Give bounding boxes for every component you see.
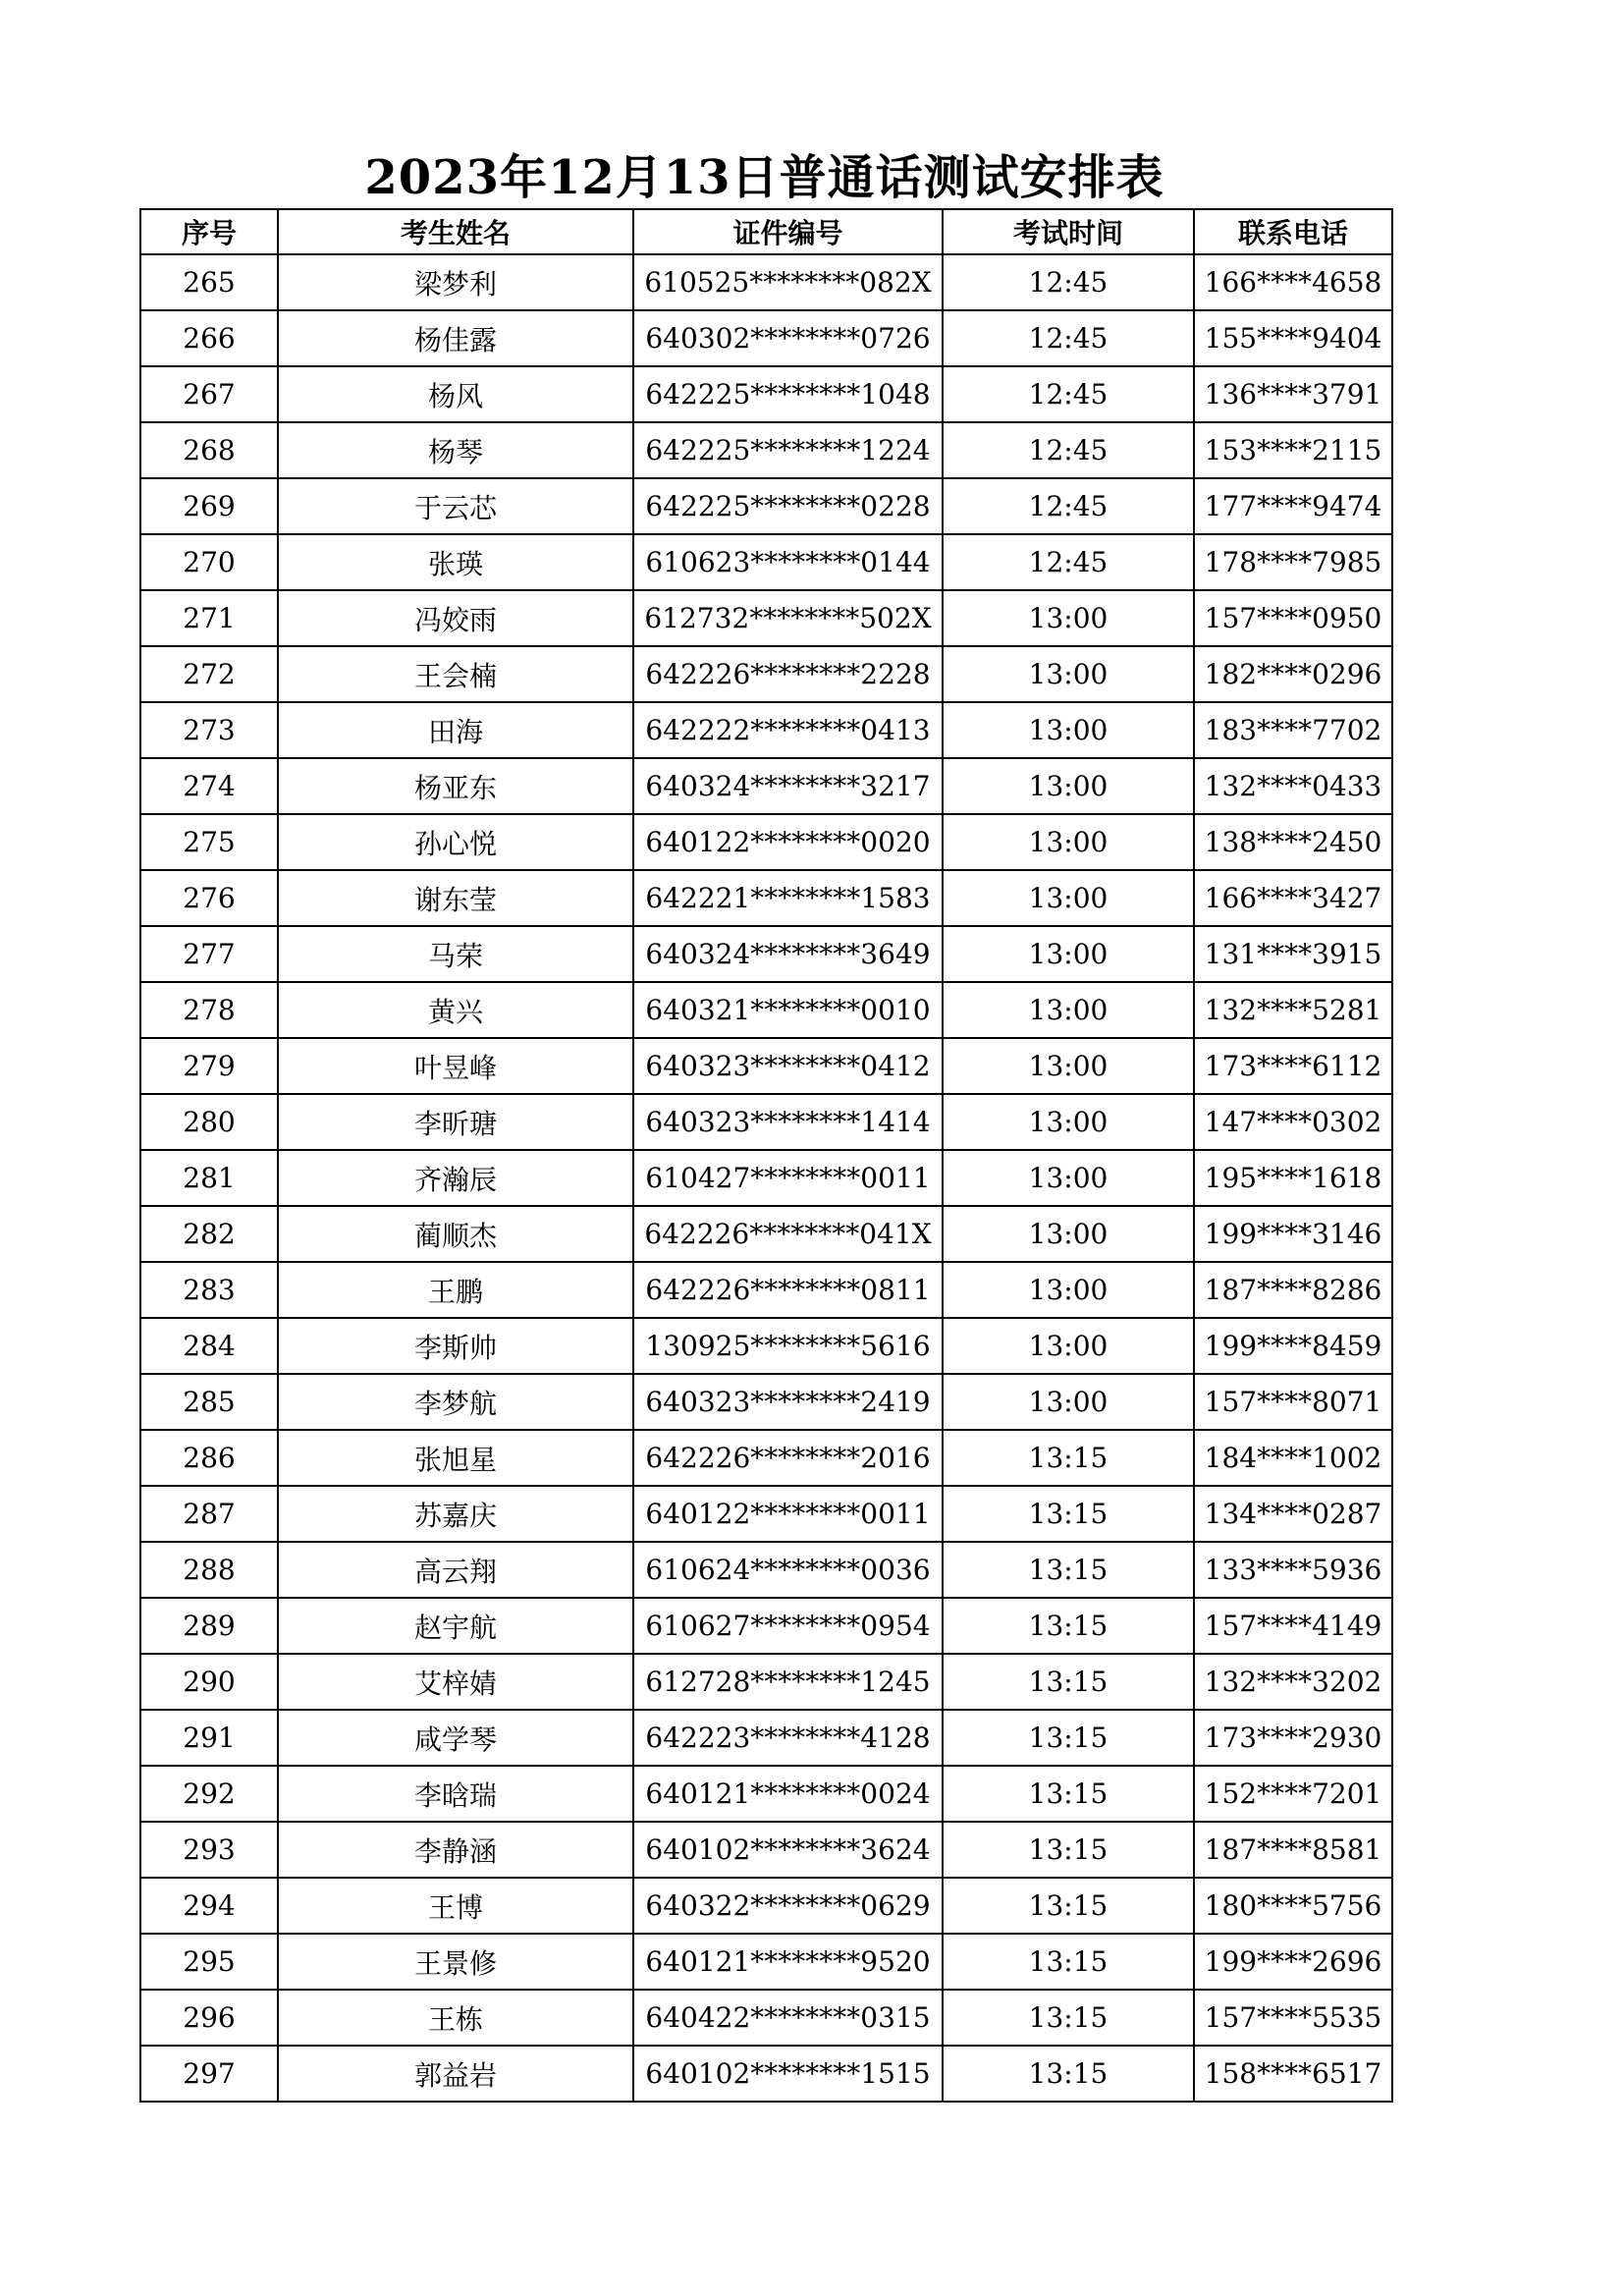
cell-phone: 138****2450 <box>1194 814 1392 870</box>
cell-id: 640122********0020 <box>633 814 943 870</box>
cell-id: 610427********0011 <box>633 1150 943 1206</box>
table-row <box>140 1934 1392 1990</box>
cell-name: 王会楠 <box>278 646 633 702</box>
table-row <box>140 1598 1392 1654</box>
cell-name: 杨佳露 <box>278 310 633 366</box>
cell-id: 642221********1583 <box>633 870 943 926</box>
table-row <box>140 646 1392 702</box>
cell-name: 赵宇航 <box>278 1598 633 1654</box>
cell-name: 李斯帅 <box>278 1318 633 1374</box>
cell-name: 马荣 <box>278 926 633 982</box>
cell-no: 276 <box>140 870 278 926</box>
cell-time: 13:00 <box>943 1262 1194 1318</box>
cell-time: 13:00 <box>943 1206 1194 1262</box>
table-row <box>140 1710 1392 1766</box>
cell-no: 287 <box>140 1486 278 1542</box>
table-row <box>140 1990 1392 2046</box>
cell-id: 642225********1224 <box>633 422 943 478</box>
cell-time: 13:00 <box>943 758 1194 814</box>
cell-no: 295 <box>140 1934 278 1990</box>
table-row <box>140 366 1392 422</box>
cell-name: 艾梓婧 <box>278 1654 633 1710</box>
cell-phone: 157****4149 <box>1194 1598 1392 1654</box>
cell-time: 13:15 <box>943 1934 1194 1990</box>
table-row <box>140 870 1392 926</box>
cell-time: 13:15 <box>943 1990 1194 2046</box>
table-row <box>140 310 1392 366</box>
table-row <box>140 926 1392 982</box>
cell-no: 279 <box>140 1038 278 1094</box>
cell-name: 谢东莹 <box>278 870 633 926</box>
table-row <box>140 1766 1392 1822</box>
cell-time: 13:00 <box>943 1318 1194 1374</box>
cell-id: 640323********0412 <box>633 1038 943 1094</box>
cell-name: 冯姣雨 <box>278 590 633 646</box>
cell-id: 640121********0024 <box>633 1766 943 1822</box>
cell-name: 田海 <box>278 702 633 758</box>
cell-time: 13:00 <box>943 1374 1194 1430</box>
cell-no: 293 <box>140 1822 278 1878</box>
cell-name: 王鹏 <box>278 1262 633 1318</box>
cell-phone: 132****3202 <box>1194 1654 1392 1710</box>
cell-time: 13:15 <box>943 2046 1194 2102</box>
cell-id: 640324********3217 <box>633 758 943 814</box>
cell-name: 王栋 <box>278 1990 633 2046</box>
cell-phone: 166****4658 <box>1194 254 1392 310</box>
cell-phone: 195****1618 <box>1194 1150 1392 1206</box>
cell-no: 270 <box>140 534 278 590</box>
cell-phone: 136****3791 <box>1194 366 1392 422</box>
cell-phone: 157****5535 <box>1194 1990 1392 2046</box>
cell-no: 265 <box>140 254 278 310</box>
cell-no: 286 <box>140 1430 278 1486</box>
cell-id: 640302********0726 <box>633 310 943 366</box>
table-row <box>140 1038 1392 1094</box>
cell-id: 640321********0010 <box>633 982 943 1038</box>
cell-time: 13:15 <box>943 1766 1194 1822</box>
table-row <box>140 1654 1392 1710</box>
cell-name: 杨亚东 <box>278 758 633 814</box>
cell-name: 孙心悦 <box>278 814 633 870</box>
cell-phone: 157****0950 <box>1194 590 1392 646</box>
cell-id: 642226********041X <box>633 1206 943 1262</box>
cell-time: 13:15 <box>943 1654 1194 1710</box>
cell-phone: 187****8581 <box>1194 1822 1392 1878</box>
cell-id: 640102********1515 <box>633 2046 943 2102</box>
table-row <box>140 1150 1392 1206</box>
cell-phone: 184****1002 <box>1194 1430 1392 1486</box>
cell-no: 272 <box>140 646 278 702</box>
cell-phone: 133****5936 <box>1194 1542 1392 1598</box>
cell-id: 640322********0629 <box>633 1878 943 1934</box>
cell-time: 13:15 <box>943 1542 1194 1598</box>
cell-phone: 173****2930 <box>1194 1710 1392 1766</box>
cell-no: 285 <box>140 1374 278 1430</box>
cell-name: 高云翔 <box>278 1542 633 1598</box>
cell-phone: 152****7201 <box>1194 1766 1392 1822</box>
cell-no: 275 <box>140 814 278 870</box>
cell-time: 13:00 <box>943 982 1194 1038</box>
cell-id: 610624********0036 <box>633 1542 943 1598</box>
table-row <box>140 1094 1392 1150</box>
cell-no: 268 <box>140 422 278 478</box>
cell-time: 12:45 <box>943 310 1194 366</box>
cell-id: 640102********3624 <box>633 1822 943 1878</box>
table-row <box>140 982 1392 1038</box>
cell-name: 王景修 <box>278 1934 633 1990</box>
table-row <box>140 1486 1392 1542</box>
cell-no: 266 <box>140 310 278 366</box>
cell-id: 642226********0811 <box>633 1262 943 1318</box>
cell-name: 黄兴 <box>278 982 633 1038</box>
cell-id: 642225********1048 <box>633 366 943 422</box>
cell-phone: 132****5281 <box>1194 982 1392 1038</box>
cell-id: 640323********1414 <box>633 1094 943 1150</box>
cell-time: 13:15 <box>943 1598 1194 1654</box>
table-row <box>140 590 1392 646</box>
cell-id: 642226********2228 <box>633 646 943 702</box>
cell-no: 269 <box>140 478 278 534</box>
table-row <box>140 1822 1392 1878</box>
cell-phone: 147****0302 <box>1194 1094 1392 1150</box>
cell-no: 282 <box>140 1206 278 1262</box>
table-row <box>140 422 1392 478</box>
cell-id: 640121********9520 <box>633 1934 943 1990</box>
table-row <box>140 1318 1392 1374</box>
cell-no: 267 <box>140 366 278 422</box>
cell-name: 杨琴 <box>278 422 633 478</box>
cell-no: 289 <box>140 1598 278 1654</box>
column-header-phone: 联系电话 <box>1194 209 1392 254</box>
cell-name: 齐瀚辰 <box>278 1150 633 1206</box>
cell-phone: 155****9404 <box>1194 310 1392 366</box>
cell-id: 642226********2016 <box>633 1430 943 1486</box>
cell-time: 13:15 <box>943 1878 1194 1934</box>
cell-id: 640323********2419 <box>633 1374 943 1430</box>
cell-phone: 178****7985 <box>1194 534 1392 590</box>
cell-no: 284 <box>140 1318 278 1374</box>
page-title: 2023年12月13日普通话测试安排表 <box>364 150 1164 205</box>
cell-phone: 199****8459 <box>1194 1318 1392 1374</box>
table-row <box>140 2046 1392 2102</box>
cell-no: 294 <box>140 1878 278 1934</box>
table-row <box>140 758 1392 814</box>
table-row <box>140 1262 1392 1318</box>
column-header-no: 序号 <box>140 209 278 254</box>
cell-phone: 199****3146 <box>1194 1206 1392 1262</box>
column-header-name: 考生姓名 <box>278 209 633 254</box>
cell-no: 292 <box>140 1766 278 1822</box>
cell-time: 13:00 <box>943 814 1194 870</box>
cell-time: 13:00 <box>943 590 1194 646</box>
table-row <box>140 1206 1392 1262</box>
cell-time: 13:15 <box>943 1822 1194 1878</box>
cell-no: 296 <box>140 1990 278 2046</box>
cell-name: 郭益岩 <box>278 2046 633 2102</box>
table-row <box>140 702 1392 758</box>
cell-phone: 131****3915 <box>1194 926 1392 982</box>
cell-time: 13:15 <box>943 1430 1194 1486</box>
cell-phone: 158****6517 <box>1194 2046 1392 2102</box>
cell-time: 13:15 <box>943 1710 1194 1766</box>
cell-id: 610525********082X <box>633 254 943 310</box>
cell-phone: 183****7702 <box>1194 702 1392 758</box>
cell-id: 612732********502X <box>633 590 943 646</box>
cell-id: 640324********3649 <box>633 926 943 982</box>
cell-id: 640122********0011 <box>633 1486 943 1542</box>
cell-phone: 157****8071 <box>1194 1374 1392 1430</box>
cell-name: 于云芯 <box>278 478 633 534</box>
cell-phone: 134****0287 <box>1194 1486 1392 1542</box>
cell-phone: 199****2696 <box>1194 1934 1392 1990</box>
cell-time: 13:00 <box>943 646 1194 702</box>
cell-phone: 132****0433 <box>1194 758 1392 814</box>
cell-name: 杨风 <box>278 366 633 422</box>
cell-name: 李静涵 <box>278 1822 633 1878</box>
cell-no: 280 <box>140 1094 278 1150</box>
cell-name: 叶昱峰 <box>278 1038 633 1094</box>
cell-id: 642222********0413 <box>633 702 943 758</box>
cell-phone: 177****9474 <box>1194 478 1392 534</box>
cell-phone: 187****8286 <box>1194 1262 1392 1318</box>
cell-phone: 182****0296 <box>1194 646 1392 702</box>
cell-name: 李晗瑞 <box>278 1766 633 1822</box>
column-header-time: 考试时间 <box>943 209 1194 254</box>
cell-time: 13:00 <box>943 1094 1194 1150</box>
cell-no: 283 <box>140 1262 278 1318</box>
cell-time: 12:45 <box>943 366 1194 422</box>
table-row <box>140 1878 1392 1934</box>
cell-time: 13:15 <box>943 1486 1194 1542</box>
table-row <box>140 478 1392 534</box>
schedule-table <box>139 208 1393 2103</box>
cell-time: 12:45 <box>943 534 1194 590</box>
cell-no: 297 <box>140 2046 278 2102</box>
table-row <box>140 814 1392 870</box>
cell-phone: 153****2115 <box>1194 422 1392 478</box>
cell-time: 12:45 <box>943 422 1194 478</box>
cell-name: 蔺顺杰 <box>278 1206 633 1262</box>
column-header-id: 证件编号 <box>633 209 943 254</box>
cell-time: 12:45 <box>943 478 1194 534</box>
cell-phone: 173****6112 <box>1194 1038 1392 1094</box>
table-row <box>140 1374 1392 1430</box>
table-body <box>140 254 1392 2102</box>
cell-no: 271 <box>140 590 278 646</box>
cell-name: 李梦航 <box>278 1374 633 1430</box>
cell-id: 642223********4128 <box>633 1710 943 1766</box>
cell-time: 13:00 <box>943 1038 1194 1094</box>
cell-name: 咸学琴 <box>278 1710 633 1766</box>
cell-time: 13:00 <box>943 870 1194 926</box>
cell-id: 610627********0954 <box>633 1598 943 1654</box>
cell-id: 640422********0315 <box>633 1990 943 2046</box>
cell-name: 张瑛 <box>278 534 633 590</box>
cell-time: 13:00 <box>943 926 1194 982</box>
cell-name: 梁梦利 <box>278 254 633 310</box>
cell-name: 张旭星 <box>278 1430 633 1486</box>
cell-name: 苏嘉庆 <box>278 1486 633 1542</box>
cell-no: 273 <box>140 702 278 758</box>
cell-id: 130925********5616 <box>633 1318 943 1374</box>
cell-no: 288 <box>140 1542 278 1598</box>
cell-id: 612728********1245 <box>633 1654 943 1710</box>
table-row <box>140 1430 1392 1486</box>
table-header-row <box>140 209 1392 254</box>
cell-phone: 180****5756 <box>1194 1878 1392 1934</box>
cell-no: 278 <box>140 982 278 1038</box>
cell-no: 274 <box>140 758 278 814</box>
cell-no: 290 <box>140 1654 278 1710</box>
cell-time: 13:00 <box>943 1150 1194 1206</box>
cell-time: 13:00 <box>943 702 1194 758</box>
table-row <box>140 534 1392 590</box>
cell-no: 277 <box>140 926 278 982</box>
cell-no: 291 <box>140 1710 278 1766</box>
cell-phone: 166****3427 <box>1194 870 1392 926</box>
cell-id: 610623********0144 <box>633 534 943 590</box>
cell-name: 王博 <box>278 1878 633 1934</box>
table-row <box>140 254 1392 310</box>
table-row <box>140 1542 1392 1598</box>
cell-id: 642225********0228 <box>633 478 943 534</box>
cell-time: 12:45 <box>943 254 1194 310</box>
cell-no: 281 <box>140 1150 278 1206</box>
cell-name: 李昕瑭 <box>278 1094 633 1150</box>
